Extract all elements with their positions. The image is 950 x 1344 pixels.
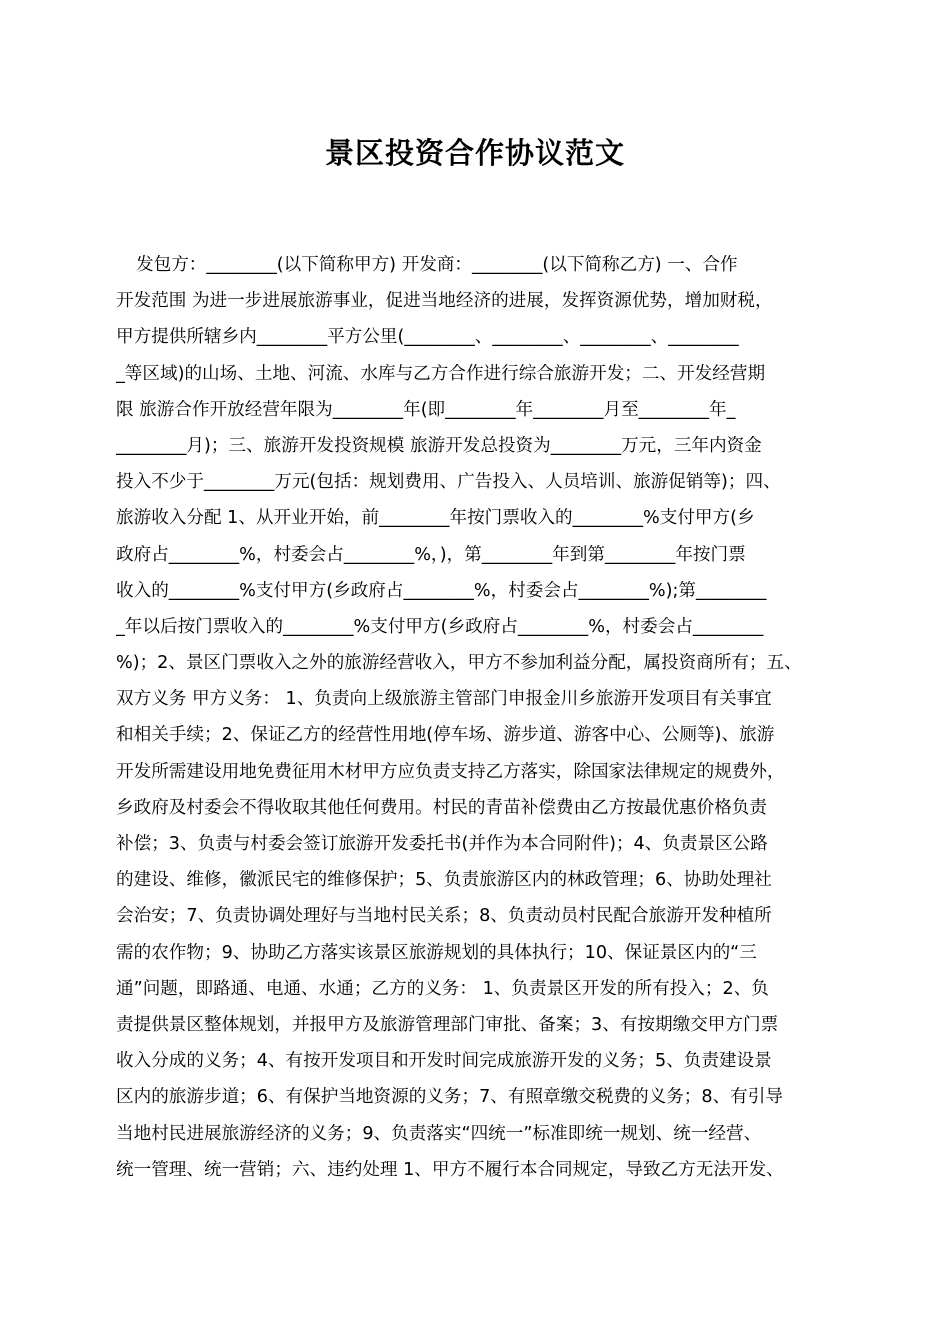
- body-line: 的建设、维修，徽派民宅的维修保护；5、负责旅游区内的林政管理；6、协助处理社: [116, 870, 772, 891]
- body-line: 责提供景区整体规划，并报甲方及旅游管理部门审批、备案；3、有按期缴交甲方门票: [116, 1014, 779, 1035]
- body-line: 通”问题，即路通、电通、水通；乙方的义务： 1、负责景区开发的所有投入；2、负: [116, 978, 769, 999]
- body-line: 收入的________%支付甲方(乡政府占________%，村委会占________%);第________: [116, 580, 767, 601]
- body-line: 收入分成的义务；4、有按开发项目和开发时间完成旅游开发的义务；5、负责建设景: [116, 1051, 772, 1072]
- body-line: 会治安；7、负责协调处理好与当地村民关系；8、负责动员村民配合旅游开发种植所: [116, 906, 772, 927]
- document-body: [116, 247, 840, 1188]
- body-line: 和相关手续；2、保证乙方的经营性用地(停车场、游步道、游客中心、公厕等)、旅游: [116, 725, 775, 746]
- body-line: 需的农作物；9、协助乙方落实该景区旅游规划的具体执行；10、保证景区内的“三: [116, 942, 757, 963]
- body-line: 开发范围 为进一步进展旅游事业，促进当地经济的进展，发挥资源优势，增加财税，: [116, 291, 773, 312]
- document-title: 景区投资合作协议范文: [324, 136, 625, 170]
- body-line: 旅游收入分配 1、从开业开始，前________年按门票收入的________%支付甲方(乡: [116, 508, 755, 529]
- body-line: 统一管理、统一营销；六、违约处理 1、甲方不履行本合同规定，导致乙方无法开发、: [116, 1159, 784, 1180]
- body-line: _年以后按门票收入的________%支付甲方(乡政府占________%，村委会占________: [116, 616, 764, 637]
- body-line: 甲方提供所辖乡内________平方公里(________、________、________、________: [116, 327, 739, 348]
- body-line: _等区域)的山场、土地、河流、水库与乙方合作进行综合旅游开发；二、开发经营期: [116, 363, 766, 384]
- body-line: 乡政府及村委会不得收取其他任何费用。村民的青苗补偿费由乙方按最优惠价格负责: [116, 797, 767, 818]
- body-line: 限 旅游合作开放经营年限为________年(即________年________月至________年_: [116, 399, 736, 420]
- body-line: 政府占________%，村委会占________%，)，第________年到第________年按门票: [116, 544, 746, 565]
- body-line: 发包方：________(以下简称甲方) 开发商：________(以下简称乙方) 一、合作: [136, 255, 738, 275]
- body-line: ________月)；三、旅游开发投资规模 旅游开发总投资为________万元，三年内资金: [116, 435, 762, 456]
- body-line: 当地村民进展旅游经济的义务；9、负责落实“四统一”标准即统一规划、统一经营、: [116, 1123, 762, 1144]
- body-line: 投入不少于________万元(包括：规划费用、广告投入、人员培训、旅游促销等)；四、: [116, 472, 781, 493]
- body-line: 补偿；3、负责与村委会签订旅游开发委托书(并作为本合同附件)；4、负责景区公路: [116, 834, 768, 854]
- body-line: %)；2、景区门票收入之外的旅游经营收入，甲方不参加利益分配，属投资商所有；五、: [116, 653, 802, 674]
- body-line: 开发所需建设用地免费征用木材甲方应负责支持乙方落实，除国家法律规定的规费外，: [116, 761, 785, 782]
- body-line: 区内的旅游步道；6、有保护当地资源的义务；7、有照章缴交税费的义务；8、有引导: [116, 1087, 783, 1108]
- body-line: 双方义务 甲方义务： 1、负责向上级旅游主管部门申报金川乡旅游开发项目有关事宜: [116, 689, 772, 710]
